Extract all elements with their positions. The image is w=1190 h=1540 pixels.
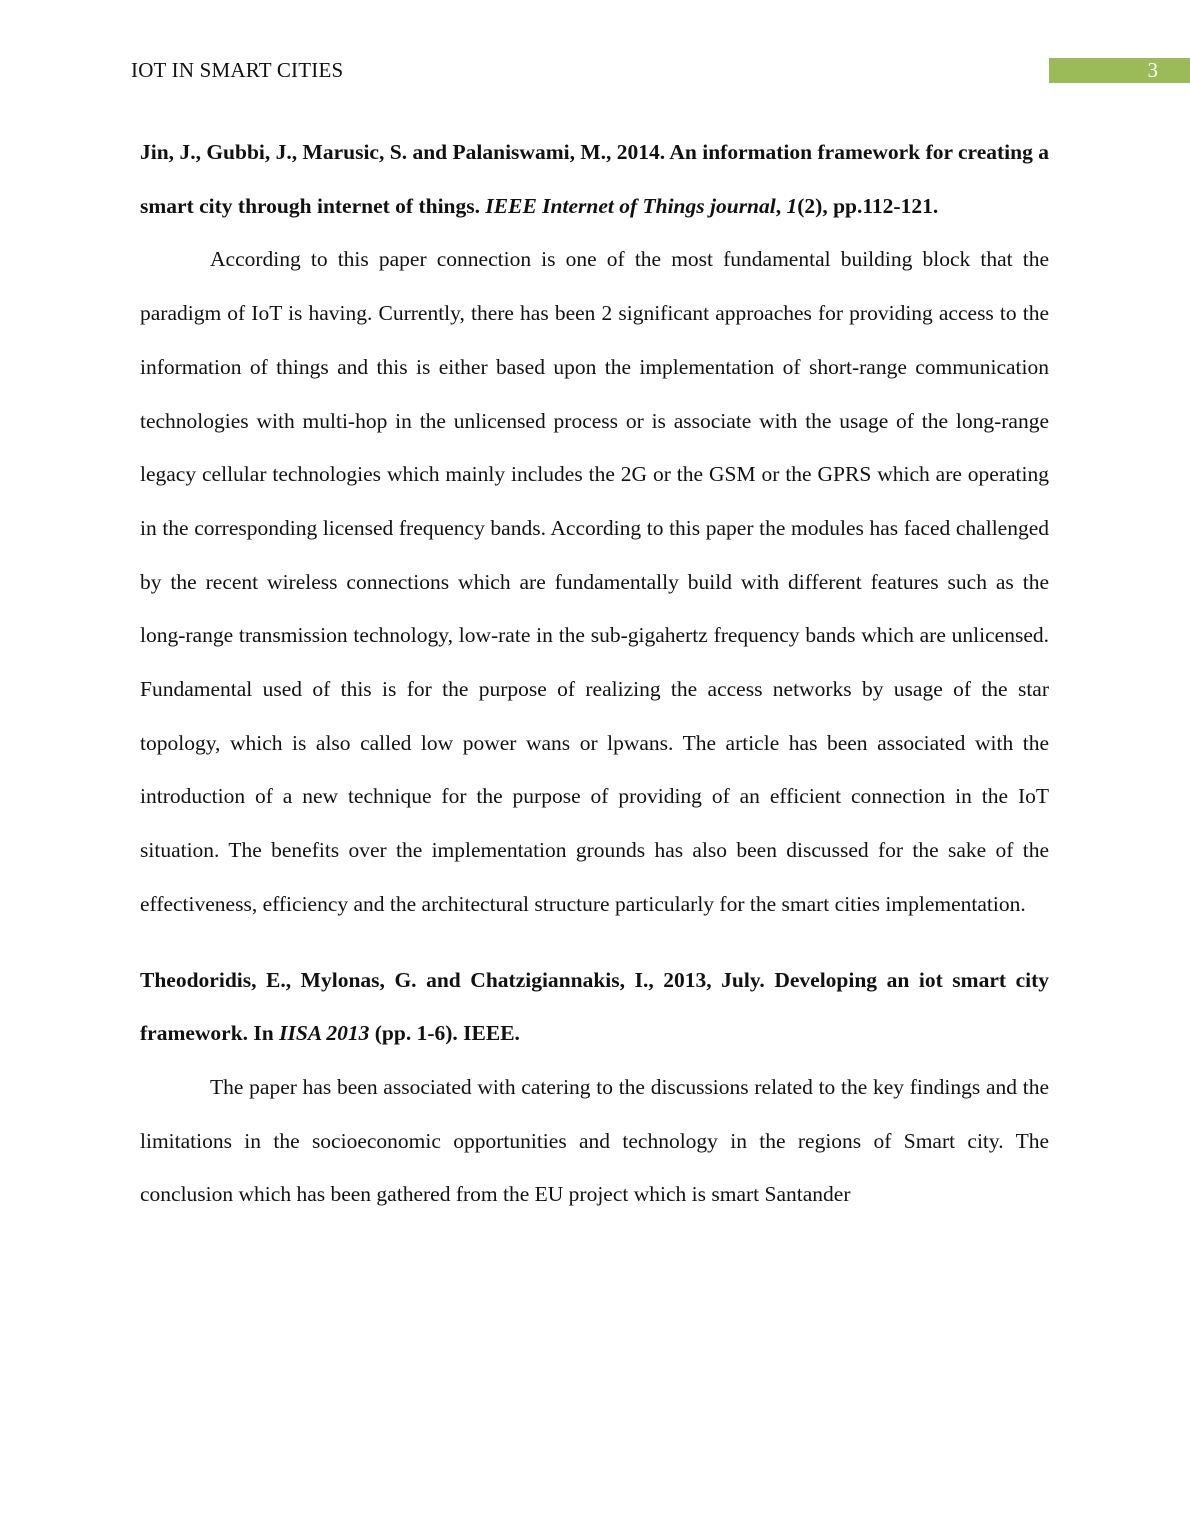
reference-summary: The paper has been associated with catering to the discussions related to the key findings and the limitations in the socioeconomic opportunities and technology in the regions of Smart city. The conclusion which has been gathered from the EU project which is smart Santander	[140, 1074, 1049, 1207]
citation-separator: ,	[775, 193, 787, 218]
citation-pages: (2), pp.112-121.	[797, 193, 939, 218]
document-body	[140, 126, 1049, 1222]
reference-citation	[140, 954, 1049, 1061]
citation-authors-title: Jin, J., Gubbi, J., Marusic, S. and Palaniswami, M., 2014. An information framework for creating a smart city through internet of things.	[140, 140, 1049, 218]
running-header-title: IOT IN SMART CITIES	[131, 58, 344, 82]
citation-pages: (pp. 1-6). IEEE.	[369, 1021, 520, 1046]
citation-volume: 1	[786, 193, 798, 218]
page-number: 3	[1147, 58, 1158, 82]
citation-venue: IISA 2013	[279, 1021, 370, 1046]
reference-summary: According to this paper connection is one of the most fundamental building block that the paradigm of IoT is having. Currently, there has been 2 significant approaches for providing access to the information of things and this is either based upon the implementation of short-range communication technologies with multi-hop in the unlicensed process or is associate with the usage of the long-range legacy cellular technologies which mainly includes the 2G or the GSM or the GPRS which are operating in the corresponding licensed frequency bands. According to this paper the modules has faced challenged by the recent wireless connections which are fundamentally build with different features such as the long-range transmission technology, low-rate in the sub-gigahertz frequency bands which are unlicensed. Fundamental used of this is for the purpose of realizing the access networks by usage of the star topology, which is also called low power wans or lpwans. The article has been associated with the introduction of a new technique for the purpose of providing of an efficient connection in the IoT situation. The benefits over the implementation grounds has also been discussed for the sake of the effectiveness, efficiency and the architectural structure particularly for the smart cities implementation.	[140, 247, 1049, 916]
citation-journal: IEEE Internet of Things journal	[485, 193, 776, 218]
reference-citation	[140, 126, 1049, 233]
section-gap	[140, 932, 1049, 954]
citation-authors-title: Theodoridis, E., Mylonas, G. and Chatzigiannakis, I., 2013, July. Developing an iot smart city framework. In	[140, 967, 1049, 1046]
page-number-badge	[1049, 58, 1190, 83]
